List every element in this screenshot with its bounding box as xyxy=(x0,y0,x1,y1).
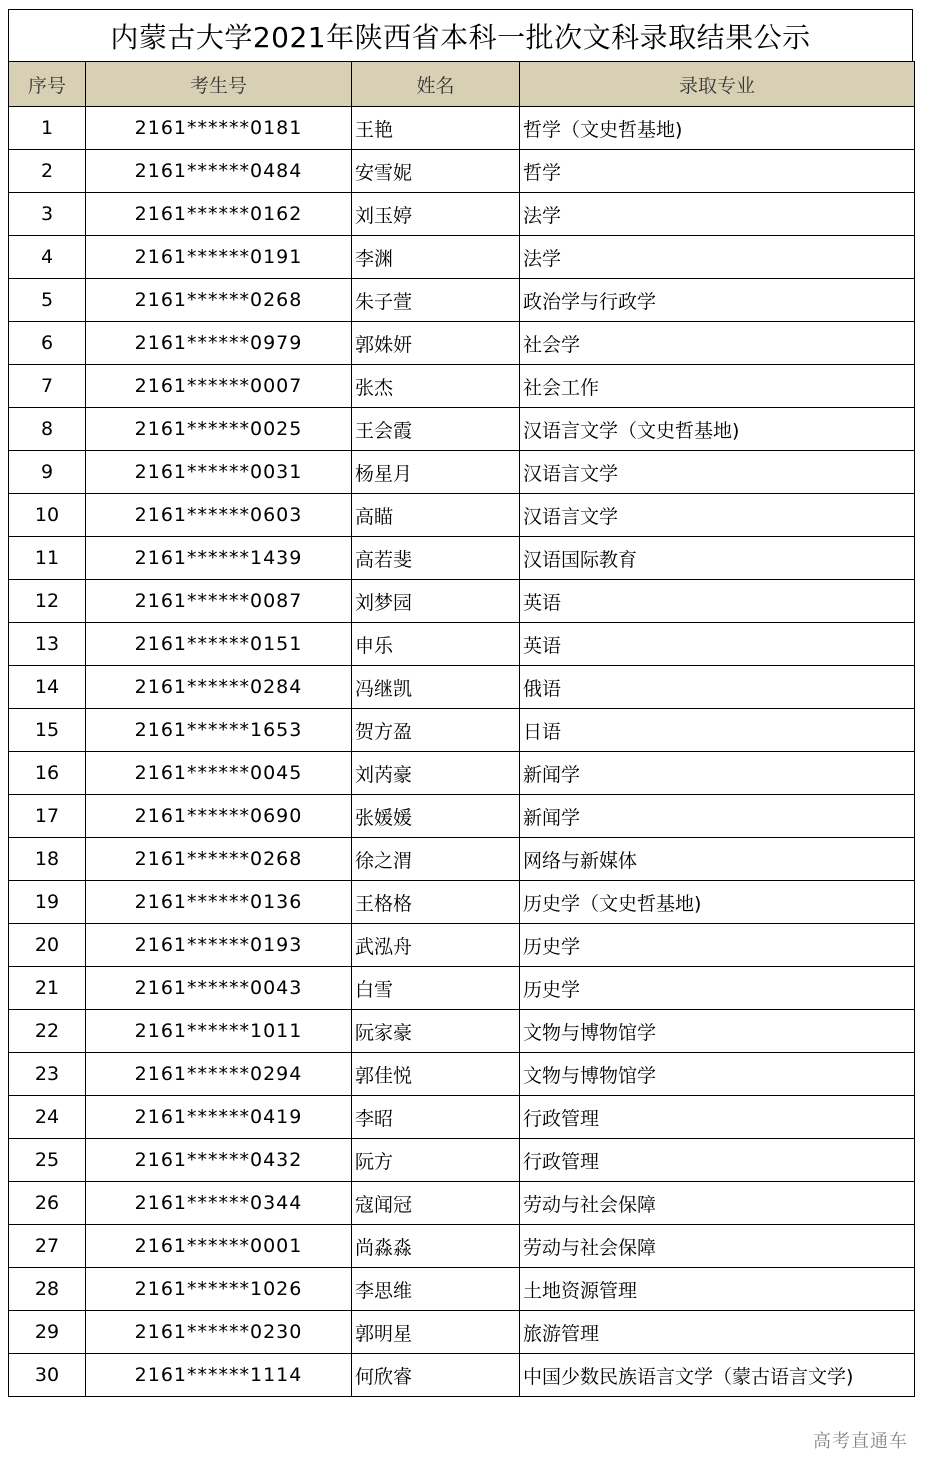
cell-name: 白雪 xyxy=(352,967,520,1010)
cell-seq: 18 xyxy=(9,838,86,881)
cell-exam-id: 2161******0087 xyxy=(86,580,352,623)
cell-name: 朱子萱 xyxy=(352,279,520,322)
cell-seq: 13 xyxy=(9,623,86,666)
table-row xyxy=(9,1010,915,1053)
table-row xyxy=(9,1268,915,1311)
cell-major: 社会学 xyxy=(520,322,915,365)
cell-name: 郭明星 xyxy=(352,1311,520,1354)
cell-exam-id: 2161******0419 xyxy=(86,1096,352,1139)
cell-exam-id: 2161******0603 xyxy=(86,494,352,537)
cell-major: 历史学 xyxy=(520,967,915,1010)
cell-seq: 26 xyxy=(9,1182,86,1225)
cell-major: 俄语 xyxy=(520,666,915,709)
cell-name: 李渊 xyxy=(352,236,520,279)
table-row xyxy=(9,924,915,967)
cell-exam-id: 2161******1011 xyxy=(86,1010,352,1053)
cell-seq: 8 xyxy=(9,408,86,451)
cell-exam-id: 2161******0268 xyxy=(86,279,352,322)
cell-exam-id: 2161******0484 xyxy=(86,150,352,193)
cell-name: 郭佳悦 xyxy=(352,1053,520,1096)
table-header-row xyxy=(9,62,915,107)
cell-name: 何欣睿 xyxy=(352,1354,520,1397)
cell-exam-id: 2161******1026 xyxy=(86,1268,352,1311)
cell-major: 劳动与社会保障 xyxy=(520,1182,915,1225)
cell-exam-id: 2161******0193 xyxy=(86,924,352,967)
cell-major: 汉语言文学（文史哲基地) xyxy=(520,408,915,451)
cell-exam-id: 2161******0031 xyxy=(86,451,352,494)
cell-seq: 21 xyxy=(9,967,86,1010)
cell-exam-id: 2161******0191 xyxy=(86,236,352,279)
table-row xyxy=(9,1225,915,1268)
cell-exam-id: 2161******1114 xyxy=(86,1354,352,1397)
cell-exam-id: 2161******1653 xyxy=(86,709,352,752)
cell-exam-id: 2161******0001 xyxy=(86,1225,352,1268)
cell-seq: 9 xyxy=(9,451,86,494)
cell-seq: 20 xyxy=(9,924,86,967)
cell-seq: 25 xyxy=(9,1139,86,1182)
admission-table xyxy=(8,61,915,1397)
cell-name: 徐之渭 xyxy=(352,838,520,881)
cell-exam-id: 2161******0284 xyxy=(86,666,352,709)
cell-name: 冯继凯 xyxy=(352,666,520,709)
header-name: 姓名 xyxy=(352,62,520,107)
cell-exam-id: 2161******0151 xyxy=(86,623,352,666)
cell-major: 行政管理 xyxy=(520,1139,915,1182)
cell-seq: 1 xyxy=(9,107,86,150)
cell-exam-id: 2161******0268 xyxy=(86,838,352,881)
cell-name: 郭姝妍 xyxy=(352,322,520,365)
table-row xyxy=(9,752,915,795)
cell-name: 安雪妮 xyxy=(352,150,520,193)
cell-seq: 6 xyxy=(9,322,86,365)
cell-exam-id: 2161******0045 xyxy=(86,752,352,795)
cell-seq: 29 xyxy=(9,1311,86,1354)
table-row xyxy=(9,623,915,666)
table-row xyxy=(9,795,915,838)
cell-seq: 28 xyxy=(9,1268,86,1311)
cell-exam-id: 2161******0690 xyxy=(86,795,352,838)
cell-name: 高瞄 xyxy=(352,494,520,537)
watermark: 高考直通车 xyxy=(813,1431,908,1452)
table-row xyxy=(9,451,915,494)
cell-name: 杨星月 xyxy=(352,451,520,494)
table-row xyxy=(9,1053,915,1096)
cell-seq: 14 xyxy=(9,666,86,709)
table-row xyxy=(9,881,915,924)
cell-name: 高若斐 xyxy=(352,537,520,580)
cell-major: 劳动与社会保障 xyxy=(520,1225,915,1268)
table-row xyxy=(9,107,915,150)
cell-name: 王会霞 xyxy=(352,408,520,451)
table-row xyxy=(9,1354,915,1397)
table-row xyxy=(9,1139,915,1182)
cell-major: 土地资源管理 xyxy=(520,1268,915,1311)
table-row xyxy=(9,838,915,881)
cell-name: 张媛媛 xyxy=(352,795,520,838)
cell-seq: 3 xyxy=(9,193,86,236)
cell-major: 文物与博物馆学 xyxy=(520,1053,915,1096)
cell-name: 武泓舟 xyxy=(352,924,520,967)
cell-major: 法学 xyxy=(520,236,915,279)
cell-name: 尚淼淼 xyxy=(352,1225,520,1268)
table-row xyxy=(9,580,915,623)
cell-major: 英语 xyxy=(520,580,915,623)
cell-name: 王艳 xyxy=(352,107,520,150)
cell-seq: 16 xyxy=(9,752,86,795)
cell-name: 贺方盈 xyxy=(352,709,520,752)
cell-major: 历史学 xyxy=(520,924,915,967)
cell-major: 哲学 xyxy=(520,150,915,193)
cell-seq: 19 xyxy=(9,881,86,924)
table-row xyxy=(9,967,915,1010)
cell-major: 文物与博物馆学 xyxy=(520,1010,915,1053)
cell-major: 网络与新媒体 xyxy=(520,838,915,881)
cell-seq: 2 xyxy=(9,150,86,193)
cell-name: 王格格 xyxy=(352,881,520,924)
cell-name: 申乐 xyxy=(352,623,520,666)
cell-exam-id: 2161******0230 xyxy=(86,1311,352,1354)
cell-seq: 11 xyxy=(9,537,86,580)
table-row xyxy=(9,193,915,236)
cell-major: 新闻学 xyxy=(520,752,915,795)
cell-seq: 12 xyxy=(9,580,86,623)
table-row xyxy=(9,709,915,752)
table-row xyxy=(9,150,915,193)
header-exam-id: 考生号 xyxy=(86,62,352,107)
cell-major: 汉语言文学 xyxy=(520,451,915,494)
table-row xyxy=(9,666,915,709)
cell-seq: 7 xyxy=(9,365,86,408)
cell-name: 阮家豪 xyxy=(352,1010,520,1053)
cell-exam-id: 2161******0344 xyxy=(86,1182,352,1225)
cell-exam-id: 2161******0136 xyxy=(86,881,352,924)
page-title: 内蒙古大学2021年陕西省本科一批次文科录取结果公示 xyxy=(8,9,913,61)
cell-name: 李昭 xyxy=(352,1096,520,1139)
cell-major: 法学 xyxy=(520,193,915,236)
cell-exam-id: 2161******1439 xyxy=(86,537,352,580)
cell-major: 新闻学 xyxy=(520,795,915,838)
cell-seq: 10 xyxy=(9,494,86,537)
cell-seq: 22 xyxy=(9,1010,86,1053)
cell-name: 刘玉婷 xyxy=(352,193,520,236)
cell-seq: 17 xyxy=(9,795,86,838)
cell-major: 历史学（文史哲基地) xyxy=(520,881,915,924)
cell-name: 李思维 xyxy=(352,1268,520,1311)
cell-major: 政治学与行政学 xyxy=(520,279,915,322)
cell-exam-id: 2161******0162 xyxy=(86,193,352,236)
cell-seq: 24 xyxy=(9,1096,86,1139)
cell-seq: 23 xyxy=(9,1053,86,1096)
cell-exam-id: 2161******0043 xyxy=(86,967,352,1010)
cell-major: 旅游管理 xyxy=(520,1311,915,1354)
table-row xyxy=(9,1096,915,1139)
cell-seq: 30 xyxy=(9,1354,86,1397)
table-row xyxy=(9,408,915,451)
cell-seq: 5 xyxy=(9,279,86,322)
cell-name: 张杰 xyxy=(352,365,520,408)
table-row xyxy=(9,537,915,580)
cell-name: 寇闻冠 xyxy=(352,1182,520,1225)
cell-exam-id: 2161******0979 xyxy=(86,322,352,365)
header-seq: 序号 xyxy=(9,62,86,107)
cell-seq: 27 xyxy=(9,1225,86,1268)
cell-exam-id: 2161******0294 xyxy=(86,1053,352,1096)
cell-exam-id: 2161******0181 xyxy=(86,107,352,150)
table-row xyxy=(9,279,915,322)
table-row xyxy=(9,236,915,279)
cell-major: 哲学（文史哲基地) xyxy=(520,107,915,150)
table-row xyxy=(9,1182,915,1225)
table-row xyxy=(9,365,915,408)
cell-major: 日语 xyxy=(520,709,915,752)
table-row xyxy=(9,494,915,537)
cell-major: 行政管理 xyxy=(520,1096,915,1139)
cell-name: 刘芮豪 xyxy=(352,752,520,795)
cell-seq: 4 xyxy=(9,236,86,279)
cell-name: 阮方 xyxy=(352,1139,520,1182)
cell-name: 刘梦园 xyxy=(352,580,520,623)
cell-major: 社会工作 xyxy=(520,365,915,408)
cell-major: 英语 xyxy=(520,623,915,666)
cell-major: 汉语国际教育 xyxy=(520,537,915,580)
cell-seq: 15 xyxy=(9,709,86,752)
cell-major: 汉语言文学 xyxy=(520,494,915,537)
cell-exam-id: 2161******0432 xyxy=(86,1139,352,1182)
cell-major: 中国少数民族语言文学（蒙古语言文学) xyxy=(520,1354,915,1397)
table-row xyxy=(9,1311,915,1354)
cell-exam-id: 2161******0025 xyxy=(86,408,352,451)
table-row xyxy=(9,322,915,365)
cell-exam-id: 2161******0007 xyxy=(86,365,352,408)
header-major: 录取专业 xyxy=(520,62,915,107)
